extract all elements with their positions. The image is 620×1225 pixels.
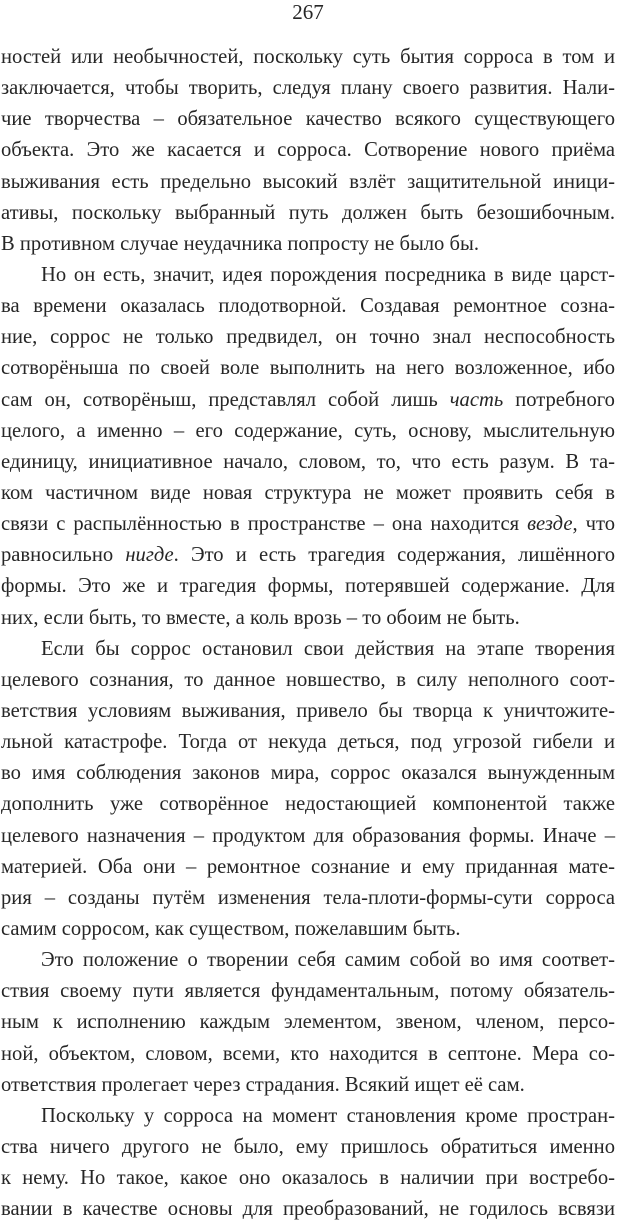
text-line: В противном случае неудачника попросту не было бы. [1,232,479,255]
text-line: единицу, инициативное начало, словом, то, что есть разум. В та- [1,450,615,473]
text-line [1,540,615,571]
text-run: сам он, сотворёныш, представлял собой лишь [1,388,450,411]
text-line: ностей или необычностей, поскольку суть бытия сорроса в том и [1,46,615,68]
text-line: ветствия условиям выживания, привело бы творца к уничтожите- [1,699,615,722]
emphasis-text: везде [527,513,573,536]
text-line: самим сорросом, как существом, пожелавшим быть. [1,917,461,940]
text-line: целевого назначения – продуктом для образования формы. Иначе – [1,824,615,847]
text-line: ком частичном виде новая структура не может проявить себя в [1,481,615,504]
text-line: материей. Оба они – ремонтное сознание и ему приданная мате- [1,855,615,878]
text-line: объекта. Это же касается и сорроса. Сотворение нового приёма [1,139,615,162]
text-line: ной, объектом, словом, всеми, кто находится в септоне. Мера со- [1,1042,615,1065]
text-line: чие творчества – обязательное качество всякого существующего [1,108,615,131]
text-line: целевого сознания, то данное новшество, в силу неполного соот- [1,668,615,691]
text-line: сотворёныша по своей воле выполнить на него возложенное, ибо [1,357,615,380]
text-line: ва времени оказалась плодотворной. Создавая ремонтное созна- [1,295,615,318]
text-line: вании в качестве основы для преобразований, не годилось всвязи [1,1198,615,1221]
text-run: равносильно [1,544,126,567]
text-line: Но он есть, значит, идея порождения посредника в виде царст- [41,263,615,286]
text-line: ства ничего другого не было, ему пришлось обратиться именно [1,1135,615,1158]
text-run: . Это и есть трагедия содержания, лишённого [173,544,615,567]
text-line: льной катастрофе. Тогда от некуда деться, под угрозой гибели и [1,731,615,754]
text-line: ние, соррос не только предвидел, он точно знал неспособность [1,326,615,349]
text-line: во имя соблюдения законов мира, соррос оказался вынужденным [1,762,615,785]
emphasis-text: нигде [125,544,174,567]
page-number: 267 [292,0,324,24]
text-line: Поскольку у сорроса на момент становления кроме простран- [41,1104,615,1127]
text-line [1,509,615,540]
text-line: ствия своему пути является фундаментальным, потому обязатель- [1,980,615,1003]
text-line [1,385,615,416]
text-line: ативы, поскольку выбранный путь должен быть безошибочным. [1,201,615,224]
text-line: целого, а именно – его содержание, суть, основу, мыслительную [1,419,615,442]
emphasis-text: часть [449,388,504,411]
text-line: ным к исполнению каждым элементом, звеном, членом, персо- [1,1011,615,1034]
text-line: рия – созданы путём изменения тела-плоти-формы-сути сорроса [1,886,615,909]
text-line: выживания есть предельно высокий взлёт защитительной иници- [1,170,615,193]
text-line: Это положение о творении себя самим собой во имя соответ- [41,949,615,972]
text-run: , что [572,513,616,536]
text-run: связи с распылённостью в пространстве – она находится [1,513,528,536]
text-line: Если бы соррос остановил свои действия на этапе творения [41,637,615,660]
text-line: них, если быть, то вместе, а коль врозь – то обоим не быть. [1,606,520,629]
text-run: потребного [503,388,615,411]
text-line: к нему. Но такое, какое оно оказалось в наличии при востребо- [1,1167,615,1190]
text-line: формы. Это же и трагедия формы, потерявшей содержание. Для [1,575,615,598]
text-line: дополнить уже сотворённое недостающией компонентой также [1,793,615,816]
text-line: ответствия пролегает через страдания. Всякий ищет её сам. [1,1073,525,1096]
text-line: заключается, чтобы творить, следуя плану своего развития. Нали- [1,77,615,100]
body-text [1,42,615,1225]
